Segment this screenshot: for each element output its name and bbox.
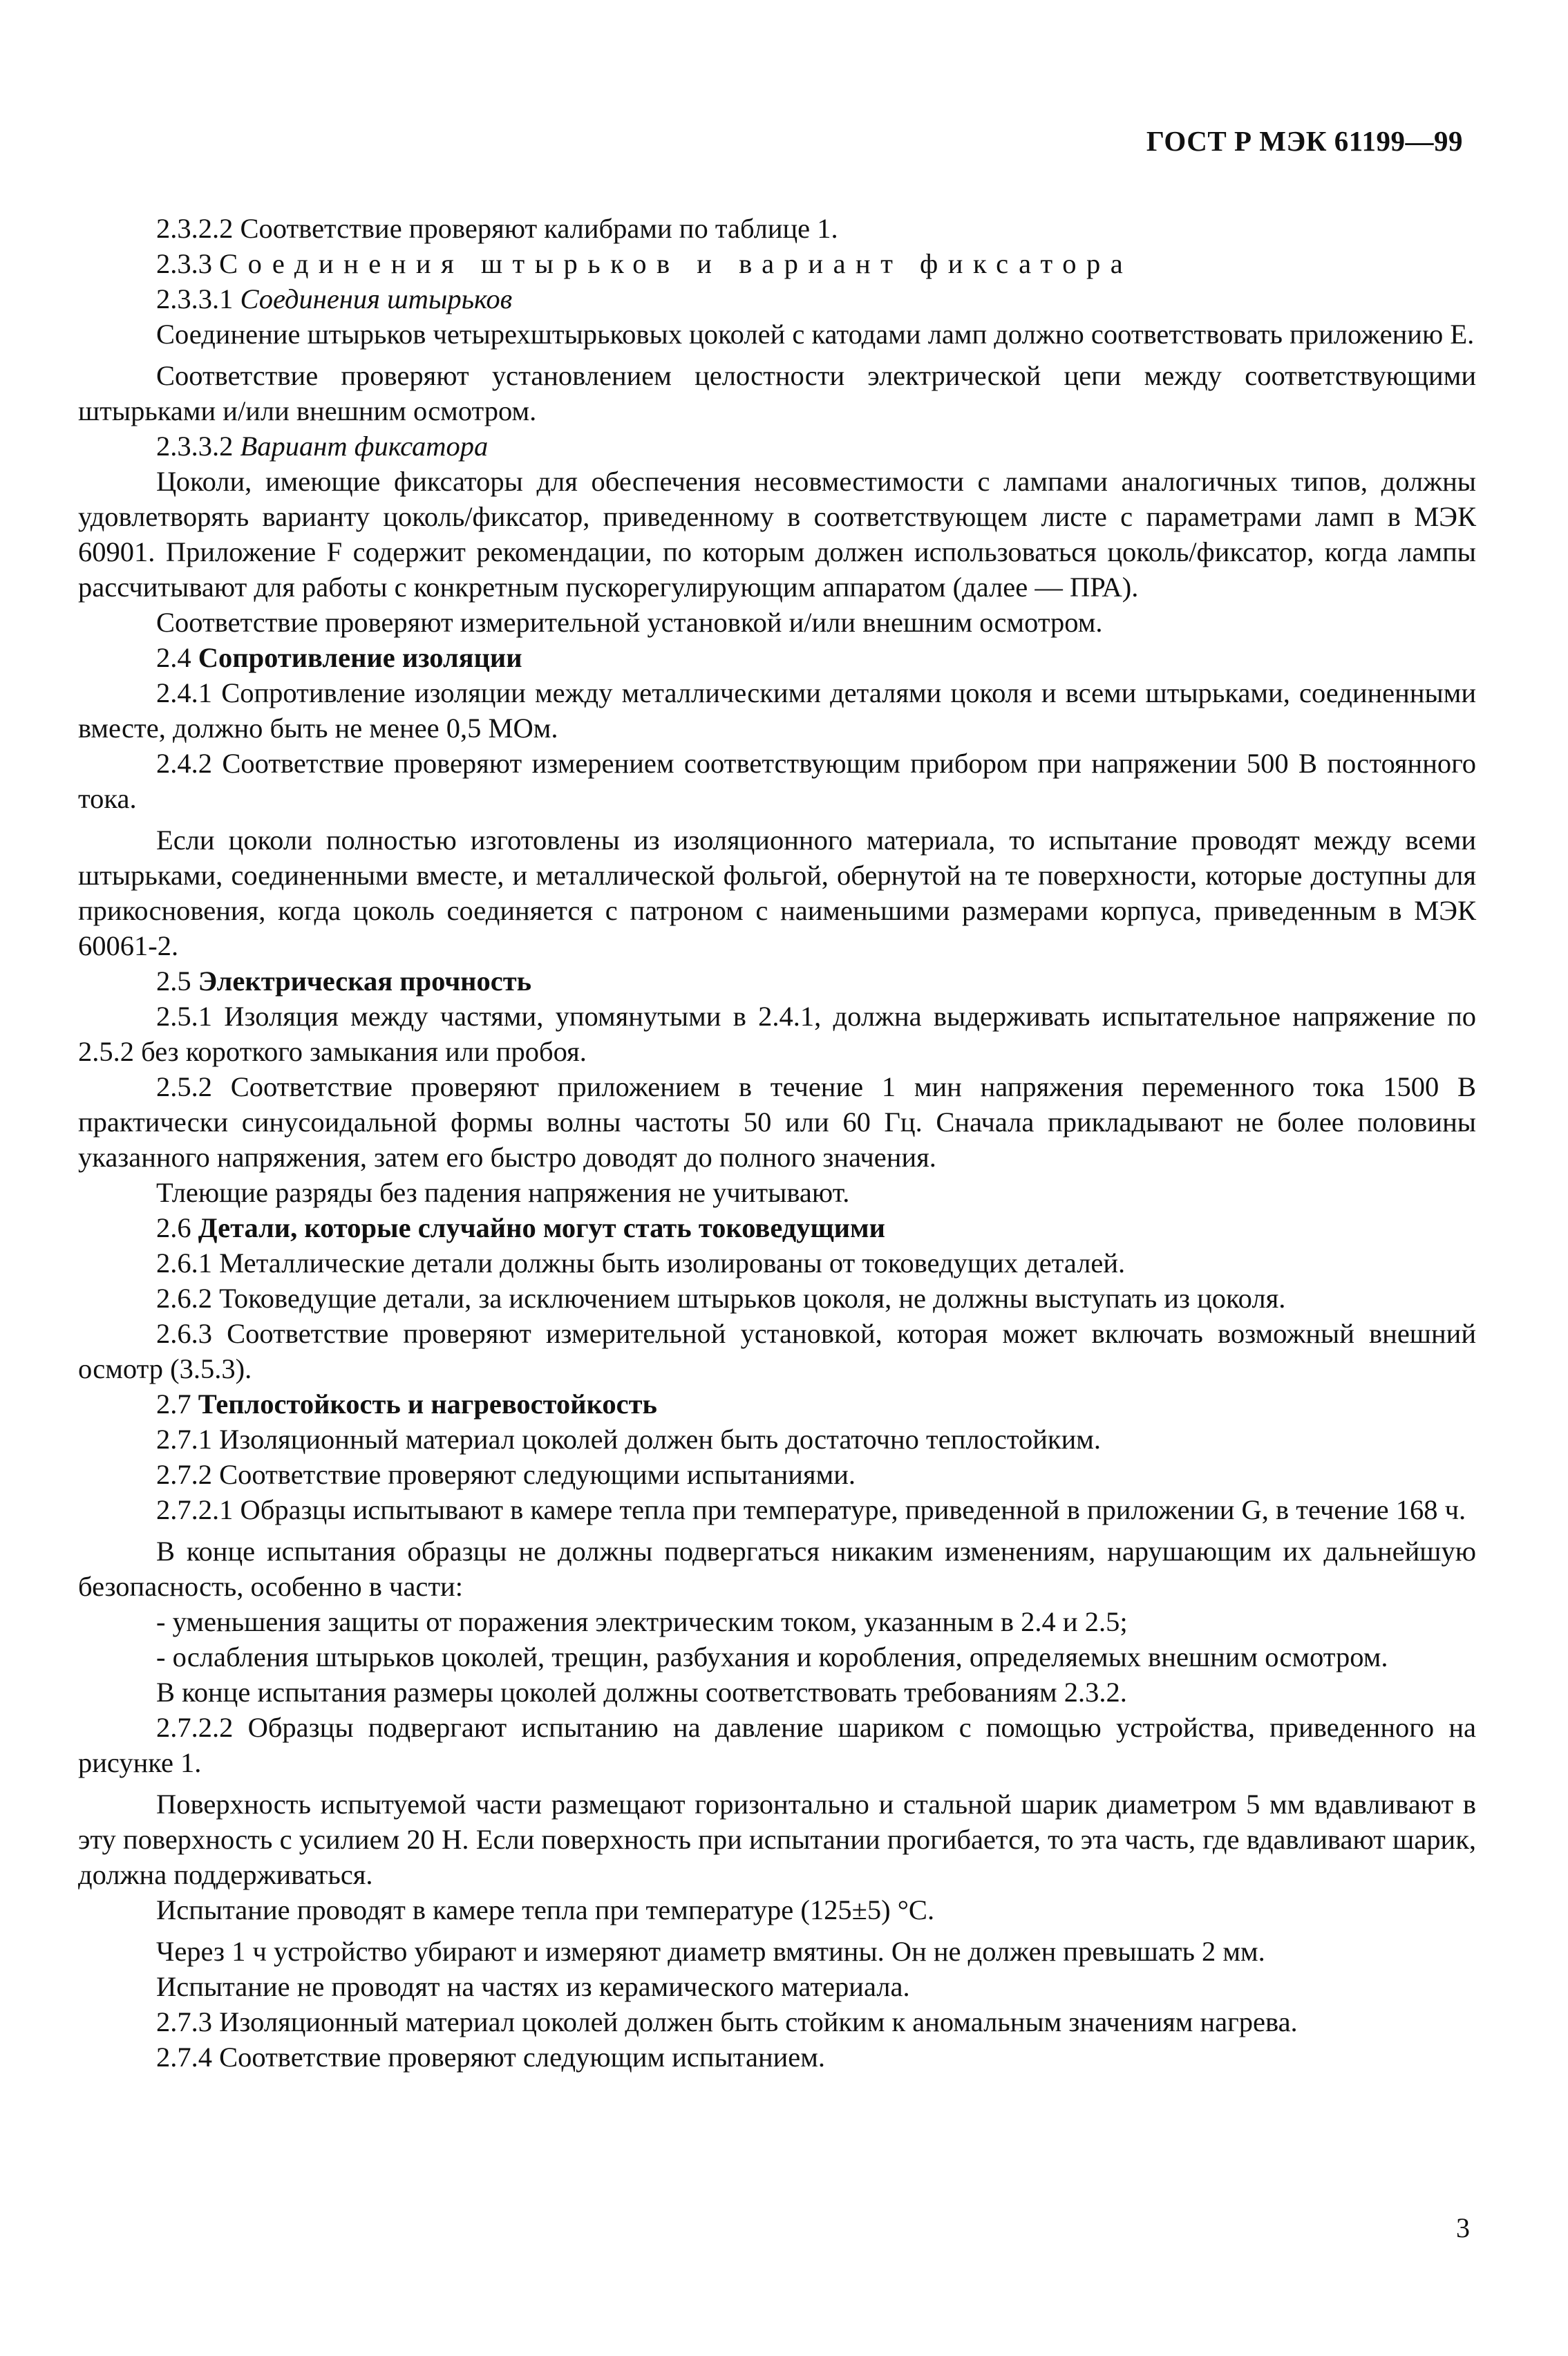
section-heading	[78, 1386, 1476, 1422]
clause-number: 2.6.3	[156, 1318, 212, 1349]
clause-number: 2.7.1	[156, 1424, 212, 1455]
clause-number: 2.7	[156, 1388, 191, 1420]
clause-number: 2.3.3.1	[156, 283, 234, 314]
list-item-text: - ослабления штырьков цоколей, трещин, разбухания и коробления, определяемых внешним осмотром.	[156, 1641, 1388, 1672]
paragraph-text: Соответствие проверяют следующим испытанием.	[219, 2042, 826, 2073]
heading	[78, 246, 1476, 281]
paragraph-text: Соответствие проверяют следующими испытаниями.	[219, 1459, 856, 1490]
section-heading	[78, 1210, 1476, 1245]
list-item	[78, 1604, 1476, 1639]
section-heading	[78, 963, 1476, 999]
clause-number: 2.7.2	[156, 1459, 212, 1490]
page-number: 3	[1456, 2212, 1470, 2243]
document-body	[78, 211, 1476, 2075]
paragraph-text: В конце испытания образцы не должны подвергаться никаким изменениям, нарушающим их дальнейшую безопасность, особенно в части:	[78, 1536, 1476, 1602]
paragraph	[78, 211, 1476, 246]
clause-number: 2.5.1	[156, 1001, 212, 1032]
list-item	[78, 1639, 1476, 1675]
paragraph-text: Металлические детали должны быть изолированы от токоведущих деталей.	[219, 1247, 1126, 1279]
clause-number: 2.4.2	[156, 748, 212, 779]
paragraph	[78, 999, 1476, 1069]
italic-heading-text: Вариант фиксатора	[240, 431, 489, 462]
list-item-text: - уменьшения защиты от поражения электрическим током, указанным в 2.4 и 2.5;	[156, 1606, 1128, 1637]
paragraph	[78, 1281, 1476, 1316]
paragraph-text: Токоведущие детали, за исключением штырьков цоколя, не должны выступать из цоколя.	[219, 1283, 1286, 1314]
paragraph	[78, 605, 1476, 640]
paragraph-text: Изоляция между частями, упомянутыми в 2.4.1, должна выдерживать испытательное напряжение по 2.5.2 без короткого замыкания или пробоя.	[78, 1001, 1477, 1067]
paragraph	[78, 1492, 1476, 1527]
paragraph	[78, 1457, 1476, 1492]
paragraph-text: Соответствие проверяют измерением соответствующим прибором при напряжении 500 В постоянного тока.	[78, 748, 1476, 814]
paragraph	[78, 1245, 1476, 1281]
clause-number: 2.5	[156, 965, 191, 997]
heading	[78, 281, 1476, 317]
clause-number: 2.5.2	[156, 1071, 212, 1102]
paragraph	[78, 1934, 1476, 1969]
paragraph	[78, 1892, 1476, 1928]
paragraph	[78, 464, 1476, 605]
paragraph	[78, 2039, 1476, 2075]
paragraph	[78, 1675, 1476, 1710]
paragraph-text: Соответствие проверяют измерительной установкой и/или внешним осмотром.	[156, 607, 1103, 638]
paragraph-text: Образцы подвергают испытанию на давление шариком с помощью устройства, приведенного на рисунке 1.	[78, 1712, 1476, 1778]
paragraph	[78, 1175, 1476, 1210]
clause-number: 2.6.2	[156, 1283, 212, 1314]
clause-number: 2.7.2.2	[156, 1712, 234, 1743]
clause-number: 2.6.1	[156, 1247, 212, 1279]
clause-number: 2.7.4	[156, 2042, 212, 2073]
paragraph-text: Соответствие проверяют установлением целостности электрической цепи между соответствующими штырьками и/или внешним осмотром.	[78, 360, 1476, 426]
paragraph-text: Испытание не проводят на частях из керамического материала.	[156, 1971, 910, 2002]
paragraph	[78, 317, 1476, 352]
paragraph-text: Через 1 ч устройство убирают и измеряют диаметр вмятины. Он не должен превышать 2 мм.	[156, 1936, 1265, 1967]
paragraph-text: Поверхность испытуемой части размещают горизонтально и стальной шарик диаметром 5 мм вдавливают в эту поверхность с усилием 20 Н. Если поверхность при испытании прогибается, то эта часть, где вдавливают шарик, должна поддерживаться.	[78, 1789, 1476, 1890]
paragraph	[78, 2004, 1476, 2039]
paragraph-text: Сопротивление изоляции между металлическими деталями цоколя и всеми штырьками, соединенными вместе, должно быть не менее 0,5 МОм.	[78, 677, 1477, 744]
paragraph	[78, 1969, 1476, 2004]
paragraph	[78, 675, 1476, 746]
paragraph	[78, 746, 1476, 816]
italic-heading-text: Соединения штырьков	[240, 283, 513, 314]
clause-number: 2.7.2.1	[156, 1494, 234, 1525]
clause-number: 2.3.3	[156, 248, 212, 279]
paragraph-text: Тлеющие разряды без падения напряжения не учитывают.	[156, 1177, 850, 1208]
paragraph-text: В конце испытания размеры цоколей должны соответствовать требованиям 2.3.2.	[156, 1677, 1127, 1708]
paragraph-text: Соответствие проверяют приложением в течение 1 мин напряжения переменного тока 1500 В практически синусоидальной формы волны частоты 50 или 60 Гц. Сначала прикладывают не более половины указанного напряжения, затем его быстро доводят до полного значения.	[78, 1071, 1477, 1173]
paragraph	[78, 358, 1476, 428]
clause-number: 2.3.2.2	[156, 213, 234, 244]
bold-heading-text: Детали, которые случайно могут стать токоведущими	[198, 1212, 885, 1243]
paragraph-text: Цоколи, имеющие фиксаторы для обеспечения несовместимости с лампами аналогичных типов, должны удовлетворять варианту цоколь/фиксатор, приведенному в соответствующем листе с параметрами ламп в МЭК 60901. Приложение F содержит рекомендации, по которым должен использоваться цоколь/фиксатор, когда лампы рассчитывают для работы с конкретным пускорегулирующим аппаратом (далее — ПРА).	[78, 466, 1476, 603]
paragraph	[78, 1422, 1476, 1457]
bold-heading-text: Теплостойкость и нагревостойкость	[198, 1388, 657, 1420]
heading	[78, 428, 1476, 464]
paragraph-text: Изоляционный материал цоколей должен быть стойким к аномальным значениям нагрева.	[219, 2006, 1298, 2037]
paragraph-text: Соответствие проверяют калибрами по таблице 1.	[240, 213, 838, 244]
bold-heading-text: Электрическая прочность	[198, 965, 532, 997]
clause-number: 2.7.3	[156, 2006, 212, 2037]
paragraph	[78, 1534, 1476, 1604]
clause-number: 2.3.3.2	[156, 431, 234, 462]
document-header: ГОСТ Р МЭК 61199—99	[1146, 125, 1463, 157]
paragraph-text: Соединение штырьков четырехштырьковых цоколей с катодами ламп должно соответствовать приложению Е.	[156, 319, 1475, 350]
paragraph	[78, 822, 1476, 963]
paragraph-text: Изоляционный материал цоколей должен быть достаточно теплостойким.	[219, 1424, 1102, 1455]
paragraph	[78, 1787, 1476, 1892]
clause-number: 2.6	[156, 1212, 191, 1243]
paragraph	[78, 1069, 1476, 1175]
paragraph	[78, 1316, 1476, 1386]
paragraph-text: Испытание проводят в камере тепла при температуре (125±5) °С.	[156, 1894, 935, 1925]
paragraph-text: Образцы испытывают в камере тепла при температуре, приведенной в приложении G, в течение 168 ч.	[240, 1494, 1466, 1525]
spaced-heading-text: Соединения штырьков и вариант фиксатора	[219, 248, 1133, 279]
clause-number: 2.4	[156, 642, 191, 673]
bold-heading-text: Сопротивление изоляции	[198, 642, 522, 673]
clause-number: 2.4.1	[156, 677, 212, 708]
paragraph-text: Соответствие проверяют измерительной установкой, которая может включать возможный внешний осмотр (3.5.3).	[78, 1318, 1477, 1384]
paragraph	[78, 1710, 1476, 1780]
section-heading	[78, 640, 1476, 675]
paragraph-text: Если цоколи полностью изготовлены из изоляционного материала, то испытание проводят между всеми штырьками, соединенными вместе, и металлической фольгой, обернутой на те поверхности, которые доступны для прикосновения, когда цоколь соединяется с патроном с наименьшими размерами корпуса, приведенным в МЭК 60061-2.	[78, 824, 1476, 961]
